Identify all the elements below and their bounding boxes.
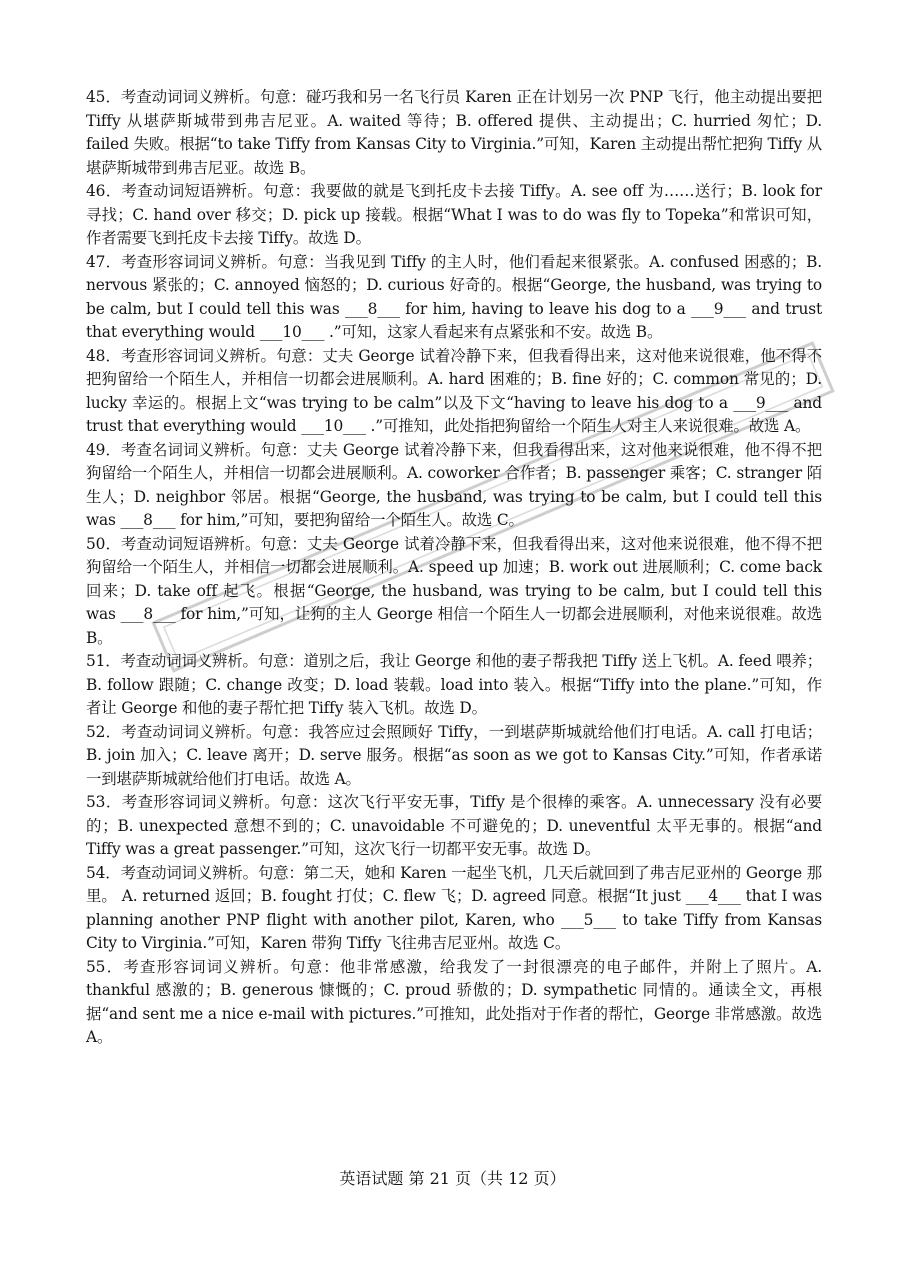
explanation-55: 55．考查形容词词义辨析。句意：他非常感激，给我发了一封很漂亮的电子邮件，并附上了照片。A. thankful 感激的；B. generous 慷慨的；C. proud 骄傲的；D. sympathetic 同情的。通读全文，再根据“and sent me a nice e-mail with pictures.”可推知，此处指对于作者的帮忙，George 非常感激。故选 A。	[86, 957, 822, 1046]
explanation-46: 46．考查动词短语辨析。句意：我要做的就是飞到托皮卡去接 Tiffy。A. see off 为……送行；B. look for 寻找；C. hand over 移交；D. pick up 接载。根据“What I was to do was fly to Topeka”和常识可知，作者需要飞到托皮卡去接 Tiffy。故选 D。	[86, 182, 822, 247]
explanation-50: 50．考查动词短语辨析。句意：丈夫 George 试着冷静下来，但我看得出来，这对他来说很难，他不得不把狗留给一个陌生人，并相信一切都会进展顺利。A. speed up 加速；B. work out 进展顺利；C. come back 回来；D. take off 起飞。根据“George, the husband, was trying to be calm, but I could tell this was ___8___ for him,”可知，让狗的主人 George 相信一个陌生人一切都会进展顺利，对他来说很难。故选 B。	[86, 534, 822, 647]
explanation-54: 54．考查动词词义辨析。句意：第二天，她和 Karen 一起坐飞机，几天后就回到了弗吉尼亚州的 George 那里。 A. returned 返回；B. fought 打仗；C. flew 飞；D. agreed 同意。根据“It just ___4___ that I was planning another PNP flight with another pilot, Karen, who ___5___ to take Tiffy from Kansas City to Virginia.”可知，Karen 带狗 Tiffy 飞往弗吉尼亚州。故选 C。	[86, 863, 822, 952]
explanation-51: 51．考查动词词义辨析。句意：道别之后，我让 George 和他的妻子帮我把 Tiffy 送上飞机。A. feed 喂养；B. follow 跟随；C. change 改变；D. load 装载。load into 装入。根据“Tiffy into the plane.”可知，作者让 George 和他的妻子帮忙把 Tiffy 装入飞机。故选 D。	[86, 652, 822, 717]
answer-explanations	[86, 86, 822, 1050]
explanation-47: 47．考查形容词词义辨析。句意：当我见到 Tiffy 的主人时，他们看起来很紧张。A. confused 困惑的；B. nervous 紧张的；C. annoyed 恼怒的；D. curious 好奇的。根据“George, the husband, was trying to be calm, but I could tell this was ___8___ for him, having to leave his dog to a ___9___ and trust that everything would ___10___ .”可知，这家人看起来有点紧张和不安。故选 B。	[86, 252, 822, 341]
explanation-49: 49．考查名词词义辨析。句意：丈夫 George 试着冷静下来，但我看得出来，这对他来说很难，他不得不把狗留给一个陌生人，并相信一切都会进展顺利。A. coworker 合作者；B. passenger 乘客；C. stranger 陌生人；D. neighbor 邻居。根据“George, the husband, was trying to be calm, but I could tell this was ___8___ for him,”可知，要把狗留给一个陌生人。故选 C。	[86, 440, 822, 529]
page-footer: 英语试题 第 21 页（共 12 页）	[339, 1169, 566, 1188]
explanation-45: 45．考查动词词义辨析。句意：碰巧我和另一名飞行员 Karen 正在计划另一次 PNP 飞行，他主动提出要把 Tiffy 从堪萨斯城带到弗吉尼亚。A. waited 等待；B. offered 提供、主动提出；C. hurried 匆忙；D. failed 失败。根据“to take Tiffy from Kansas City to Virginia.”可知，Karen 主动提出帮忙把狗 Tiffy 从堪萨斯城带到弗吉尼亚。故选 B。	[86, 88, 822, 177]
explanation-53: 53．考查形容词词义辨析。句意：这次飞行平安无事，Tiffy 是个很棒的乘客。A. unnecessary 没有必要的；B. unexpected 意想不到的；C. unavoidable 不可避免的；D. uneventful 太平无事的。根据“and Tiffy was a great passenger.”可知，这次飞行一切都平安无事。故选 D。	[86, 793, 822, 858]
explanation-48: 48．考查形容词词义辨析。句意：丈夫 George 试着冷静下来，但我看得出来，这对他来说很难，他不得不把狗留给一个陌生人，并相信一切都会进展顺利。A. hard 困难的；B. fine 好的；C. common 常见的；D. lucky 幸运的。根据上文“was trying to be calm”以及下文“having to leave his dog to a ___9___ and trust that everything would ___10___ .”可推知，此处指把狗留给一个陌生人对主人来说很难。故选 A。	[86, 346, 822, 435]
explanation-52: 52．考查动词词义辨析。句意：我答应过会照顾好 Tiffy，一到堪萨斯城就给他们打电话。A. call 打电话；B. join 加入；C. leave 离开；D. serve 服务。根据“as soon as we got to Kansas City.”可知，作者承诺一到堪萨斯城就给他们打电话。故选 A。	[86, 722, 822, 788]
